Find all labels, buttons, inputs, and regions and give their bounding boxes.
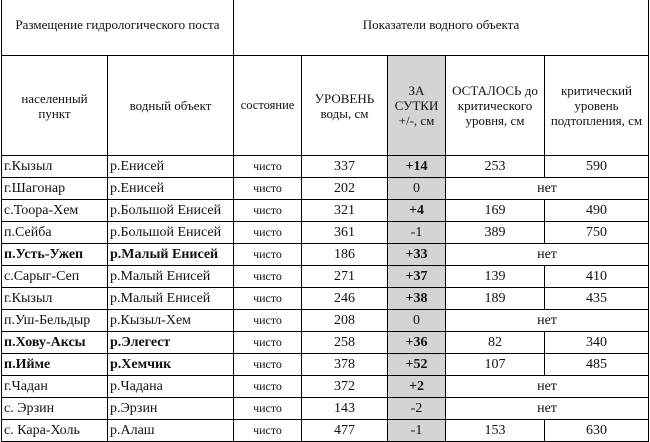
cell-level: 202 [302, 178, 388, 200]
cell-level: 186 [302, 244, 388, 266]
cell-level: 477 [302, 420, 388, 442]
cell-object: р.Кызыл-Хем [108, 310, 234, 332]
cell-level: 271 [302, 266, 388, 288]
table-row [2, 376, 649, 398]
cell-day-change: +36 [388, 332, 446, 354]
cell-level: 361 [302, 222, 388, 244]
cell-state: чисто [234, 310, 302, 332]
hydro-table [1, 0, 649, 442]
cell-remaining: 139 [446, 266, 545, 288]
cell-day-change: +2 [388, 376, 446, 398]
cell-object: р.Эрзин [108, 398, 234, 420]
cell-state: чисто [234, 244, 302, 266]
cell-point: г.Кызыл [2, 288, 108, 310]
cell-remaining: 82 [446, 332, 545, 354]
cell-day-change: -1 [388, 222, 446, 244]
cell-state: чисто [234, 200, 302, 222]
cell-day-change: 0 [388, 310, 446, 332]
col-header-object: водный объект [108, 56, 234, 156]
cell-object: р.Енисей [108, 156, 234, 178]
cell-point: г.Кызыл [2, 156, 108, 178]
cell-point: с.Тоора-Хем [2, 200, 108, 222]
cell-state: чисто [234, 178, 302, 200]
cell-state: чисто [234, 398, 302, 420]
header-water-indicators: Показатели водного объекта [234, 0, 649, 56]
table-row [2, 244, 649, 266]
cell-state: чисто [234, 266, 302, 288]
cell-critical: 485 [545, 354, 649, 376]
table-row [2, 288, 649, 310]
cell-day-change: -1 [388, 420, 446, 442]
cell-point: с. Кара-Холь [2, 420, 108, 442]
header-row-1 [2, 0, 649, 56]
cell-remaining: 189 [446, 288, 545, 310]
cell-level: 258 [302, 332, 388, 354]
col-header-state: состояние [234, 56, 302, 156]
cell-level: 337 [302, 156, 388, 178]
cell-remaining: 389 [446, 222, 545, 244]
cell-object: р.Малый Енисей [108, 288, 234, 310]
cell-object: р.Малый Енисей [108, 266, 234, 288]
table-row [2, 398, 649, 420]
cell-object: р.Хемчик [108, 354, 234, 376]
cell-object: р.Чадана [108, 376, 234, 398]
cell-remaining: 253 [446, 156, 545, 178]
table-row [2, 310, 649, 332]
table-row [2, 266, 649, 288]
table-row [2, 332, 649, 354]
cell-remaining: 107 [446, 354, 545, 376]
header-post-location: Размещение гидрологического поста [2, 0, 234, 56]
cell-object: р.Большой Енисей [108, 200, 234, 222]
cell-point: п.Уш-Бельдыр [2, 310, 108, 332]
table-row [2, 178, 649, 200]
cell-state: чисто [234, 332, 302, 354]
table-row [2, 156, 649, 178]
col-header-remaining: ОСТАЛОСЬ до критического уровня, см [446, 56, 545, 156]
cell-critical: 490 [545, 200, 649, 222]
cell-day-change: 0 [388, 178, 446, 200]
col-header-day-change: ЗА СУТКИ +/-, см [388, 56, 446, 156]
table-row [2, 200, 649, 222]
cell-object: р.Малый Енисей [108, 244, 234, 266]
cell-day-change: +33 [388, 244, 446, 266]
cell-point: г.Чадан [2, 376, 108, 398]
cell-critical: 750 [545, 222, 649, 244]
cell-day-change: -2 [388, 398, 446, 420]
cell-object: р.Енисей [108, 178, 234, 200]
cell-day-change: +4 [388, 200, 446, 222]
cell-state: чисто [234, 376, 302, 398]
cell-point: с.Сарыг-Сеп [2, 266, 108, 288]
cell-merged: нет [446, 376, 649, 398]
cell-day-change: +37 [388, 266, 446, 288]
cell-level: 321 [302, 200, 388, 222]
cell-merged: нет [446, 398, 649, 420]
cell-critical: 435 [545, 288, 649, 310]
cell-critical: 340 [545, 332, 649, 354]
cell-state: чисто [234, 420, 302, 442]
cell-point: п.Усть-Ужеп [2, 244, 108, 266]
col-header-point: населенный пункт [2, 56, 108, 156]
cell-level: 378 [302, 354, 388, 376]
cell-critical: 590 [545, 156, 649, 178]
table-row [2, 222, 649, 244]
cell-point: п.Хову-Аксы [2, 332, 108, 354]
cell-object: р.Алаш [108, 420, 234, 442]
cell-day-change: +14 [388, 156, 446, 178]
cell-point: г.Шагонар [2, 178, 108, 200]
cell-day-change: +52 [388, 354, 446, 376]
header-row-2 [2, 56, 649, 156]
cell-point: п.Ийме [2, 354, 108, 376]
cell-object: р.Элегест [108, 332, 234, 354]
cell-state: чисто [234, 222, 302, 244]
cell-remaining: 169 [446, 200, 545, 222]
cell-point: п.Сейба [2, 222, 108, 244]
cell-level: 372 [302, 376, 388, 398]
cell-day-change: +38 [388, 288, 446, 310]
cell-merged: нет [446, 310, 649, 332]
cell-state: чисто [234, 288, 302, 310]
cell-state: чисто [234, 156, 302, 178]
cell-critical: 410 [545, 266, 649, 288]
cell-level: 246 [302, 288, 388, 310]
cell-state: чисто [234, 354, 302, 376]
cell-merged: нет [446, 244, 649, 266]
cell-level: 143 [302, 398, 388, 420]
table-body [2, 156, 649, 442]
cell-level: 208 [302, 310, 388, 332]
cell-object: р.Большой Енисей [108, 222, 234, 244]
col-header-critical: критический уровень подтопления, см [545, 56, 649, 156]
cell-merged: нет [446, 178, 649, 200]
cell-point: с. Эрзин [2, 398, 108, 420]
table-row [2, 420, 649, 442]
cell-critical: 630 [545, 420, 649, 442]
cell-remaining: 153 [446, 420, 545, 442]
col-header-level: УРОВЕНЬ воды, см [302, 56, 388, 156]
table-row [2, 354, 649, 376]
